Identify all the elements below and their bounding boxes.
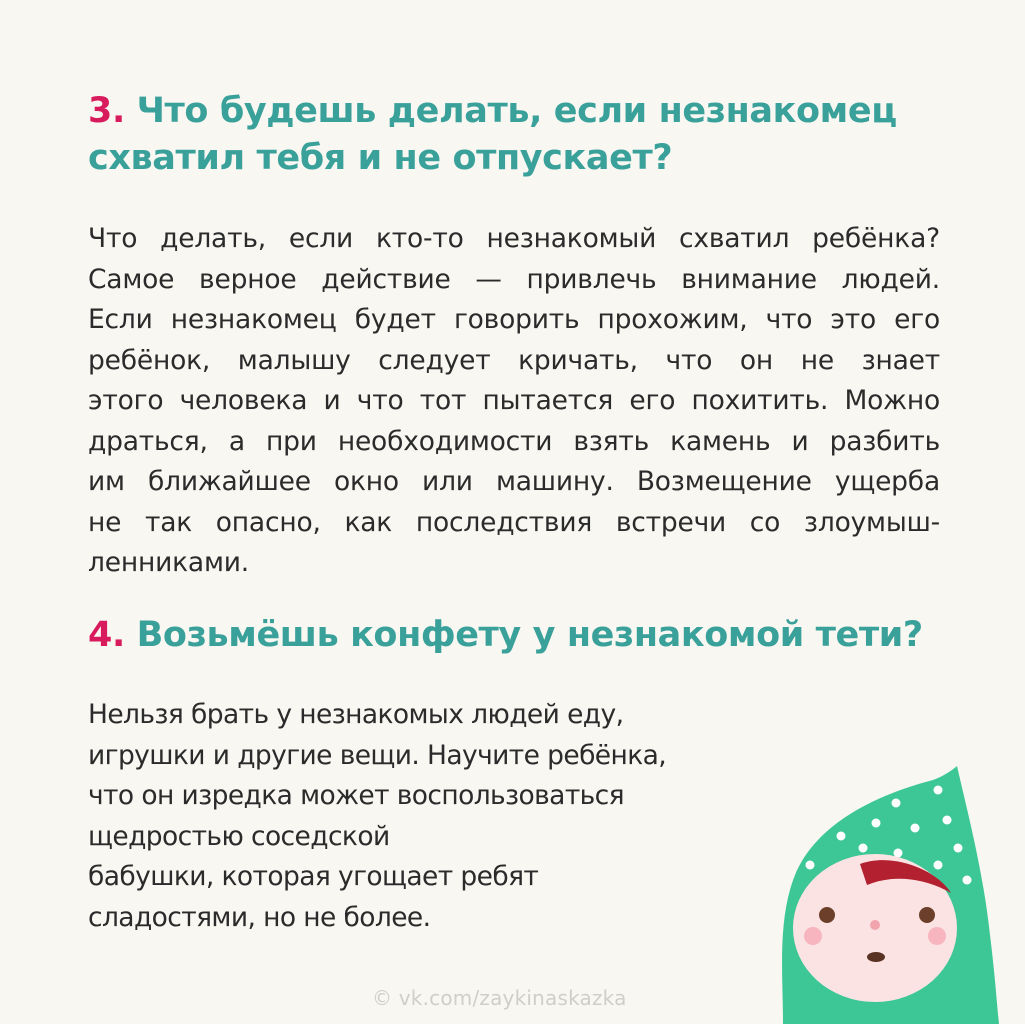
section-4-number: 4.	[88, 615, 125, 655]
gnome-illustration	[775, 760, 1025, 1024]
section-4-title: Возьмёшь конфету у незнакомой тети?	[136, 615, 923, 655]
section-3-line: Если незнакомец будет говорить прохожим, что это его	[88, 304, 940, 335]
right-cheek	[928, 927, 946, 945]
watermark: © vk.com/zaykinaskazka	[372, 986, 627, 1010]
section-4-line: бабушки, которая угощает ребят	[88, 861, 539, 892]
section-4-line: что он изредка может воспользоваться	[88, 780, 624, 811]
section-3-line: ленниками.	[88, 547, 249, 578]
mouth	[867, 952, 885, 962]
section-3-line: им ближайшее окно или машину. Возмещение ущерба	[88, 466, 940, 497]
section-3-line: Что делать, если кто-то незнакомый схватил ребёнка?	[88, 223, 940, 254]
section-3-title-line-1: Что будешь делать, если незнакомец	[136, 91, 897, 131]
section-3-title-line-2: схватил тебя и не отпускает?	[88, 138, 673, 178]
section-4-line: щедростью соседской	[88, 820, 390, 852]
section-4-line: игрушки и другие вещи. Научите ребёнка,	[88, 739, 667, 771]
section-3-line: драться, а при необходимости взять камень и разбить	[88, 425, 940, 457]
section-3-paragraph	[88, 219, 940, 584]
section-4-line: сладостями, но не более.	[88, 901, 431, 933]
section-4-line: Нельзя брать у незнакомых людей еду,	[88, 699, 624, 730]
section-3-line: не так опасно, как последствия встречи со злоумыш-	[88, 506, 940, 538]
left-eye	[819, 907, 835, 923]
section-4-paragraph	[88, 695, 748, 938]
nose	[870, 920, 880, 930]
right-eye	[919, 907, 935, 923]
section-3-line: Самое верное действие — привлечь внимание людей.	[88, 263, 940, 295]
left-cheek	[804, 927, 822, 945]
section-3-number: 3.	[88, 91, 125, 131]
section-3-heading	[88, 88, 948, 182]
section-4-heading	[88, 612, 948, 659]
section-3-line: ребёнок, малышу следует кричать, что он не знает	[88, 344, 940, 376]
section-3-line: этого человека и что тот пытается его похитить. Можно	[88, 385, 940, 416]
